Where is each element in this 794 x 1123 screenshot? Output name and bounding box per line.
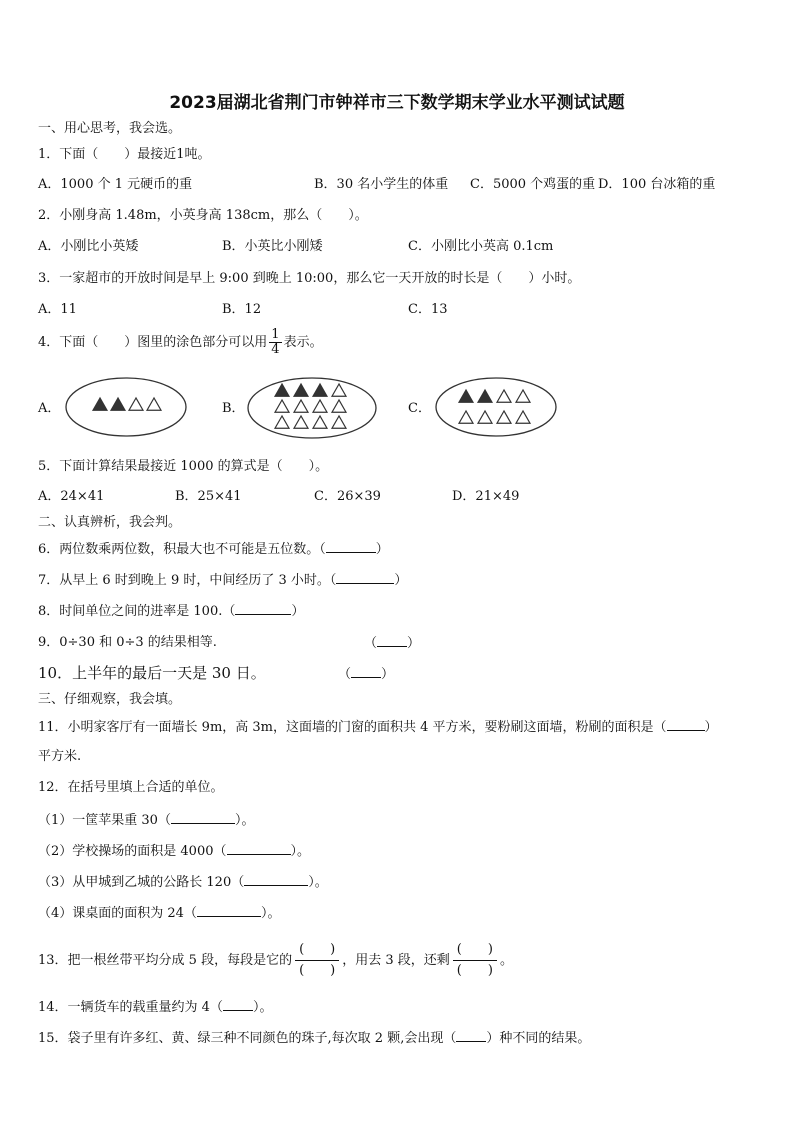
question-12-stem: 12．在括号里填上合适的单位。 — [38, 780, 224, 795]
question-1-option-b: B．30 名小学生的体重 — [314, 177, 449, 192]
question-10-answer: （ ） — [338, 667, 395, 682]
answer-blank[interactable] — [235, 602, 291, 615]
fraction-blank[interactable]: $\frac{( )}{( )}$ — [295, 942, 339, 979]
question-14: 14．一辆货车的载重量约为 4（ ）。 — [38, 1000, 273, 1015]
filled-triangle-icon — [275, 384, 289, 396]
answer-blank[interactable] — [351, 665, 381, 678]
question-2-option-a: A．小刚比小英矮 — [38, 239, 139, 254]
question-12-part-4: （4）课桌面的面积为 24（ ）。 — [38, 906, 281, 921]
empty-triangle-icon — [516, 411, 530, 423]
empty-triangle-icon — [294, 400, 308, 412]
question-2-option-c: C．小刚比小英高 0.1cm — [408, 239, 554, 254]
question-1-option-d: D．100 台冰箱的重 — [598, 177, 716, 192]
question-1-option-c: C．5000 个鸡蛋的重 — [470, 177, 596, 192]
question-3-option-c: C．13 — [408, 302, 448, 317]
question-4-option-b: B． — [222, 401, 245, 416]
filled-triangle-icon — [93, 398, 107, 410]
empty-triangle-icon — [332, 416, 346, 428]
empty-triangle-icon — [313, 416, 327, 428]
question-4-option-a: A． — [38, 401, 61, 416]
option-b-figure — [246, 376, 378, 440]
option-c-figure — [434, 376, 558, 438]
question-3-option-b: B．12 — [222, 302, 262, 317]
answer-blank[interactable] — [223, 998, 253, 1011]
fraction-blank[interactable]: $\frac{( )}{( )}$ — [453, 942, 497, 979]
question-1-option-a: A．1000 个 1 元硬币的重 — [38, 177, 193, 192]
answer-blank[interactable] — [667, 718, 705, 731]
empty-triangle-icon — [497, 390, 511, 402]
question-12-part-3: （3）从甲城到乙城的公路长 120（ ）。 — [38, 875, 328, 890]
oval-outline — [248, 378, 376, 438]
question-11-line-1: 11．小明家客厅有一面墙长 9m，高 3m，这面墙的门窗的面积共 4 平方米，要粉刷这面墙，粉刷的面积是（ ） — [38, 720, 718, 735]
answer-blank[interactable] — [227, 842, 291, 855]
filled-triangle-icon — [111, 398, 125, 410]
filled-triangle-icon — [294, 384, 308, 396]
answer-blank[interactable] — [456, 1029, 486, 1042]
question-3-option-a: A．11 — [38, 302, 77, 317]
question-12-part-2: （2）学校操场的面积是 4000（ ）。 — [38, 844, 311, 859]
question-9-answer: （ ） — [364, 636, 421, 651]
page-title: 2023届湖北省荆门市钟祥市三下数学期末学业水平测试试题 — [169, 93, 625, 113]
question-4-stem-post: 表示。 — [283, 335, 323, 350]
empty-triangle-icon — [459, 411, 473, 423]
empty-triangle-icon — [497, 411, 511, 423]
filled-triangle-icon — [459, 390, 473, 402]
question-11-line-2: 平方米. — [38, 749, 82, 764]
question-10: 10．上半年的最后一天是 30 日。 — [38, 664, 266, 682]
fraction-one-quarter: $\frac{1}{4}$ — [271, 327, 280, 357]
question-4-stem — [38, 328, 323, 357]
answer-blank[interactable] — [336, 571, 394, 584]
question-12-part-1: （1）一筐苹果重 30（ ）。 — [38, 813, 255, 828]
oval-outline — [66, 378, 186, 436]
oval-outline — [436, 378, 556, 436]
question-5-option-c: C．26×39 — [314, 489, 381, 504]
question-3-stem: 3．一家超市的开放时间是早上 9:00 到晚上 10:00，那么它一天开放的时长是（ ）小时。 — [38, 271, 581, 286]
answer-blank[interactable] — [171, 811, 235, 824]
empty-triangle-icon — [332, 384, 346, 396]
answer-blank[interactable] — [326, 540, 376, 553]
question-13: 13．把一根丝带平均分成 5 段，每段是它的 $\frac{( )}{( )}$ ，用去 3 段，还剩 $\frac{( )}{( )}$ 。 — [38, 942, 513, 978]
question-1-stem: 1．下面（ ）最接近1吨。 — [38, 147, 211, 162]
empty-triangle-icon — [129, 398, 143, 410]
section-heading-1: 一、用心思考，我会选。 — [38, 121, 182, 136]
section-heading-3: 三、仔细观察，我会填。 — [38, 692, 182, 707]
question-5-stem: 5．下面计算结果最接近 1000 的算式是（ ）。 — [38, 459, 329, 474]
empty-triangle-icon — [332, 400, 346, 412]
section-heading-2: 二、认真辨析，我会判。 — [38, 515, 182, 530]
question-4-stem-pre: 4．下面（ ）图里的涂色部分可以用 — [38, 335, 268, 350]
question-6: 6．两位数乘两位数，积最大也不可能是五位数。（ ） — [38, 542, 389, 557]
empty-triangle-icon — [313, 400, 327, 412]
empty-triangle-icon — [478, 411, 492, 423]
question-9: 9．0÷30 和 0÷3 的结果相等. — [38, 635, 217, 650]
empty-triangle-icon — [516, 390, 530, 402]
question-2-stem: 2．小刚身高 1.48m，小英身高 138cm，那么（ ）。 — [38, 208, 368, 223]
answer-blank[interactable] — [197, 904, 261, 917]
empty-triangle-icon — [294, 416, 308, 428]
option-a-figure — [64, 376, 188, 438]
question-8: 8．时间单位之间的进率是 100.（ ） — [38, 604, 305, 619]
question-5-option-b: B．25×41 — [175, 489, 242, 504]
empty-triangle-icon — [275, 400, 289, 412]
question-15: 15．袋子里有许多红、黄、绿三种不同颜色的珠子,每次取 2 颗,会出现（ ）种不同的结果。 — [38, 1031, 591, 1046]
empty-triangle-icon — [275, 416, 289, 428]
question-4-option-c: C． — [408, 401, 431, 416]
question-5-option-d: D．21×49 — [452, 489, 520, 504]
filled-triangle-icon — [313, 384, 327, 396]
question-7: 7．从早上 6 时到晚上 9 时，中间经历了 3 小时。（ ） — [38, 573, 408, 588]
question-2-option-b: B．小英比小刚矮 — [222, 239, 323, 254]
filled-triangle-icon — [478, 390, 492, 402]
answer-blank[interactable] — [244, 873, 308, 886]
answer-blank[interactable] — [377, 634, 407, 647]
question-5-option-a: A．24×41 — [38, 489, 105, 504]
empty-triangle-icon — [147, 398, 161, 410]
